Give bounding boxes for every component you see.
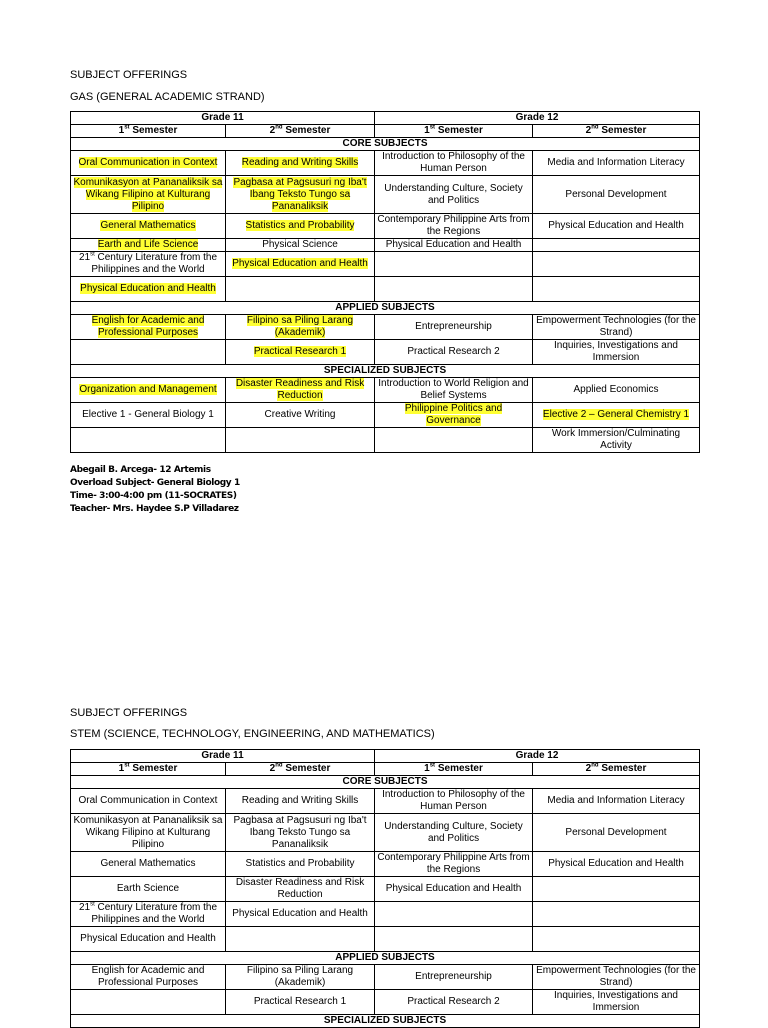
subject-cell: 21st Century Literature from the Philippines and the World bbox=[71, 252, 226, 277]
section-title: SUBJECT OFFERINGS bbox=[70, 69, 188, 81]
subject-cell: Work Immersion/Culminating Activity bbox=[533, 428, 700, 453]
subject-cell: Statistics and Probability bbox=[226, 214, 375, 239]
subject-cell: Contemporary Philippine Arts from the Regions bbox=[375, 214, 533, 239]
subject-cell: Understanding Culture, Society and Politics bbox=[375, 176, 533, 214]
subject-cell: Inquiries, Investigations and Immersion bbox=[533, 990, 700, 1015]
grade-12-header: Grade 12 bbox=[375, 112, 700, 125]
subject-cell: General Mathematics bbox=[71, 852, 226, 877]
subject-cell: Practical Research 2 bbox=[375, 990, 533, 1015]
subject-cell: Pagbasa at Pagsusuri ng Iba't Ibang Teksto Tungo sa Pananaliksik bbox=[226, 176, 375, 214]
subject-cell: Physical Education and Health bbox=[375, 239, 533, 252]
subject-cell: Statistics and Probability bbox=[226, 852, 375, 877]
subject-cell: Physical Education and Health bbox=[71, 277, 226, 302]
subject-cell bbox=[375, 902, 533, 927]
subject-cell bbox=[226, 927, 375, 952]
subject-cell bbox=[533, 902, 700, 927]
subject-cell: Physical Education and Health bbox=[226, 902, 375, 927]
subject-cell: English for Academic and Professional Purposes bbox=[71, 315, 226, 340]
subject-cell bbox=[375, 927, 533, 952]
subject-cell: English for Academic and Professional Purposes bbox=[71, 965, 226, 990]
subject-cell: Understanding Culture, Society and Politics bbox=[375, 814, 533, 852]
subject-cell: Personal Development bbox=[533, 176, 700, 214]
subject-cell: Applied Economics bbox=[533, 378, 700, 403]
semester-header: 1st Semester bbox=[375, 763, 533, 776]
subject-cell: 21st Century Literature from the Philippines and the World bbox=[71, 902, 226, 927]
subject-cell bbox=[533, 239, 700, 252]
semester-header: 1st Semester bbox=[71, 125, 226, 138]
subject-cell bbox=[533, 252, 700, 277]
subject-cell: Filipino sa Piling Larang (Akademik) bbox=[226, 315, 375, 340]
semester-header: 2nd Semester bbox=[533, 763, 700, 776]
subject-cell bbox=[71, 990, 226, 1015]
subject-cell: Practical Research 1 bbox=[226, 340, 375, 365]
time-line: Time- 3:00-4:00 pm (11-SOCRATES) bbox=[70, 491, 237, 501]
subject-cell: Pagbasa at Pagsusuri ng Iba't Ibang Teksto Tungo sa Pananaliksik bbox=[226, 814, 375, 852]
grade-12-header: Grade 12 bbox=[375, 750, 700, 763]
subject-cell bbox=[71, 428, 226, 453]
semester-header: 1st Semester bbox=[375, 125, 533, 138]
subject-cell: Elective 1 - General Biology 1 bbox=[71, 403, 226, 428]
subject-cell: Physical Science bbox=[226, 239, 375, 252]
subject-cell: Entrepreneurship bbox=[375, 965, 533, 990]
subject-cell: Practical Research 2 bbox=[375, 340, 533, 365]
subject-cell: Introduction to Philosophy of the Human Person bbox=[375, 789, 533, 814]
semester-header: 2nd Semester bbox=[226, 125, 375, 138]
subject-cell: Reading and Writing Skills bbox=[226, 789, 375, 814]
subject-cell bbox=[226, 428, 375, 453]
subject-cell: Komunikasyon at Pananaliksik sa Wikang Filipino at Kulturang Pilipino bbox=[71, 814, 226, 852]
subject-cell: Physical Education and Health bbox=[375, 877, 533, 902]
subject-cell: Creative Writing bbox=[226, 403, 375, 428]
core-subjects-header: CORE SUBJECTS bbox=[71, 138, 700, 151]
subject-cell: Oral Communication in Context bbox=[71, 151, 226, 176]
subject-cell: Philippine Politics and Governance bbox=[375, 403, 533, 428]
section-title: SUBJECT OFFERINGS bbox=[70, 707, 188, 719]
subject-cell bbox=[226, 277, 375, 302]
subject-cell: Earth and Life Science bbox=[71, 239, 226, 252]
stem-offerings-table bbox=[70, 749, 700, 1028]
gas-offerings-table bbox=[70, 111, 700, 453]
strand-title: STEM (SCIENCE, TECHNOLOGY, ENGINEERING, AND MATHEMATICS) bbox=[70, 728, 435, 740]
subject-cell: Practical Research 1 bbox=[226, 990, 375, 1015]
subject-cell: Empowerment Technologies (for the Strand) bbox=[533, 965, 700, 990]
subject-cell: Entrepreneurship bbox=[375, 315, 533, 340]
teacher-line: Teacher- Mrs. Haydee S.P Villadarez bbox=[70, 504, 239, 514]
specialized-subjects-header: SPECIALIZED SUBJECTS bbox=[71, 1015, 700, 1028]
subject-cell: Contemporary Philippine Arts from the Regions bbox=[375, 852, 533, 877]
overload-note bbox=[70, 464, 240, 516]
subject-cell: Elective 2 – General Chemistry 1 bbox=[533, 403, 700, 428]
subject-cell: Disaster Readiness and Risk Reduction bbox=[226, 877, 375, 902]
subject-cell bbox=[533, 927, 700, 952]
subject-cell: Physical Education and Health bbox=[533, 214, 700, 239]
grade-11-header: Grade 11 bbox=[71, 112, 375, 125]
subject-cell bbox=[533, 877, 700, 902]
subject-cell: Inquiries, Investigations and Immersion bbox=[533, 340, 700, 365]
subject-cell: Media and Information Literacy bbox=[533, 789, 700, 814]
student-line: Abegail B. Arcega- 12 Artemis bbox=[70, 465, 211, 475]
subject-cell: Introduction to World Religion and Belief Systems bbox=[375, 378, 533, 403]
strand-title: GAS (GENERAL ACADEMIC STRAND) bbox=[70, 91, 265, 103]
subject-cell: Reading and Writing Skills bbox=[226, 151, 375, 176]
subject-cell: Empowerment Technologies (for the Strand) bbox=[533, 315, 700, 340]
subject-cell: Personal Development bbox=[533, 814, 700, 852]
subject-cell: Oral Communication in Context bbox=[71, 789, 226, 814]
semester-header: 2nd Semester bbox=[226, 763, 375, 776]
subject-cell: Komunikasyon at Pananaliksik sa Wikang Filipino at Kulturang Pilipino bbox=[71, 176, 226, 214]
subject-cell: Introduction to Philosophy of the Human Person bbox=[375, 151, 533, 176]
subject-cell: Earth Science bbox=[71, 877, 226, 902]
applied-subjects-header: APPLIED SUBJECTS bbox=[71, 952, 700, 965]
subject-cell: Disaster Readiness and Risk Reduction bbox=[226, 378, 375, 403]
subject-cell: Filipino sa Piling Larang (Akademik) bbox=[226, 965, 375, 990]
specialized-subjects-header: SPECIALIZED SUBJECTS bbox=[71, 365, 700, 378]
overload-subject-line: Overload Subject- General Biology 1 bbox=[70, 478, 240, 488]
subject-cell: General Mathematics bbox=[71, 214, 226, 239]
subject-cell bbox=[375, 252, 533, 277]
subject-cell: Media and Information Literacy bbox=[533, 151, 700, 176]
subject-cell: Physical Education and Health bbox=[533, 852, 700, 877]
grade-11-header: Grade 11 bbox=[71, 750, 375, 763]
semester-header: 1st Semester bbox=[71, 763, 226, 776]
subject-cell: Physical Education and Health bbox=[71, 927, 226, 952]
subject-cell bbox=[375, 428, 533, 453]
subject-cell: Physical Education and Health bbox=[226, 252, 375, 277]
applied-subjects-header: APPLIED SUBJECTS bbox=[71, 302, 700, 315]
subject-cell: Organization and Management bbox=[71, 378, 226, 403]
core-subjects-header: CORE SUBJECTS bbox=[71, 776, 700, 789]
subject-cell bbox=[533, 277, 700, 302]
subject-cell bbox=[71, 340, 226, 365]
semester-header: 2nd Semester bbox=[533, 125, 700, 138]
subject-cell bbox=[375, 277, 533, 302]
